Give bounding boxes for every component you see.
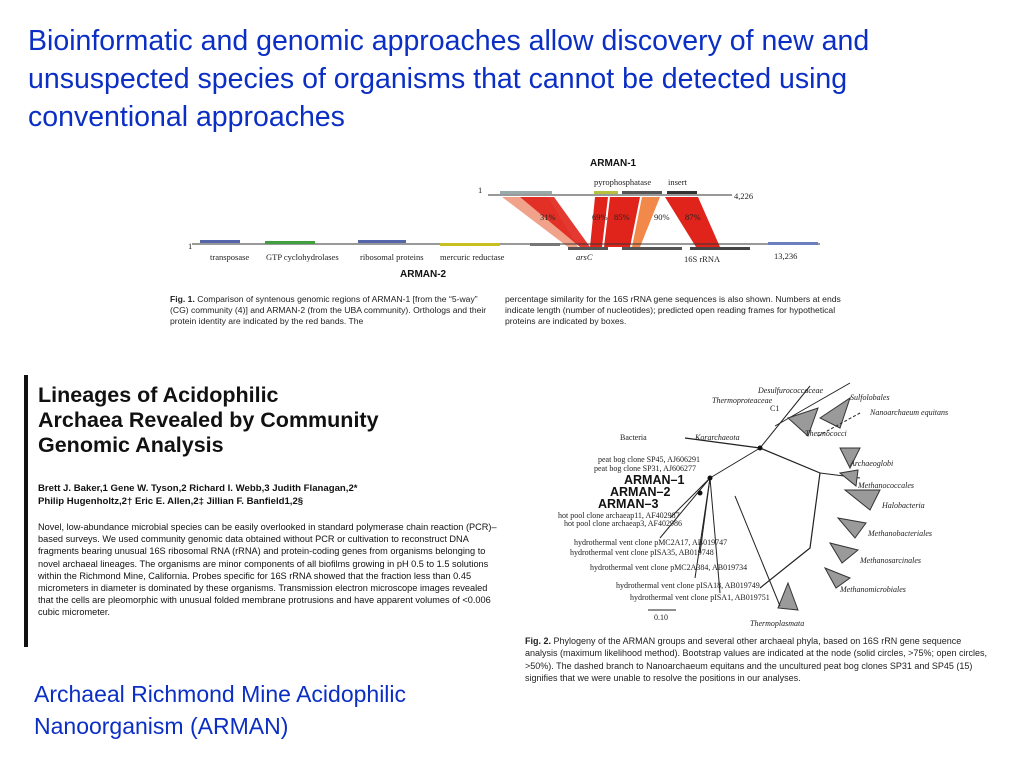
phylogenetic-tree bbox=[520, 378, 995, 630]
label-arman3: ARMAN–3 bbox=[598, 497, 659, 511]
arman2-gene-box bbox=[768, 242, 818, 245]
label-archaeoglobi: Archaeoglobi bbox=[850, 459, 894, 468]
label-sulfolobales: Sulfolobales bbox=[850, 393, 890, 402]
pct-85: 85% bbox=[614, 212, 630, 222]
label-arman2: ARMAN–2 bbox=[610, 485, 671, 499]
article-title-line: Archaea Revealed by Community bbox=[38, 407, 379, 432]
arman1-gene-box bbox=[500, 191, 552, 194]
arman1-gene-box bbox=[622, 191, 662, 194]
label-hv-pisa1: hydrothermal vent clone pISA1, AB019751 bbox=[630, 593, 770, 602]
label-halobacteria: Halobacteria bbox=[882, 501, 925, 510]
insert-label: insert bbox=[668, 177, 687, 187]
gene-gtp: GTP cyclohydrolases bbox=[266, 252, 339, 262]
clade-wedge bbox=[840, 470, 858, 486]
label-nanoarchaeum: Nanoarchaeum equitans bbox=[870, 408, 949, 417]
arman2-end-label: 13,236 bbox=[774, 251, 798, 261]
article-abstract: Novel, low-abundance microbial species can be easily overlooked in standard polymerase chain reaction (PCR)–based surveys. We used community genomic data obtained without PCR or cultivation to reconstruct DNA fragments bearing unusual 16S ribosomal RNA (rRNA) and protein-coding genes from organisms belonging to novel archaeal lineages. The organisms are minor components of all biofilms growing in pH 0.5 to 1.5 solutions within the Richmond Mine, California. Probes specific for 16S rRNA showed that the fraction less than 0.45 micrometers in diameter is dominated by these organisms. Transmission electron microscope images revealed that the cells are pleomorphic with unusual folded membrane protrusions and have apparent volumes of <0.006 cubic micrometer. bbox=[38, 522, 497, 618]
label-thermoplasmata: Thermoplasmata bbox=[750, 619, 805, 628]
arman2-gene-box bbox=[690, 247, 750, 250]
arman1-end-label: 4,226 bbox=[734, 191, 754, 201]
figure-2-phylogeny bbox=[520, 378, 995, 708]
slide-headline: Bioinformatic and genomic approaches allow discovery of new and unsuspected species of organisms that cannot be detected using conventional approaches bbox=[28, 25, 870, 133]
label-methanomicrobiales: Methanomicrobiales bbox=[840, 585, 906, 594]
scale-label: 0.10 bbox=[654, 613, 668, 622]
gene-ribosomal: ribosomal proteins bbox=[360, 252, 424, 262]
arman2-gene-box bbox=[568, 247, 608, 250]
article-title bbox=[38, 383, 458, 457]
figure-1-caption-text: Comparison of syntenous genomic regions of ARMAN-1 [from the “5-way” (CG) community (4)] and ARMAN-2 (from the UBA community). Orthologs and their protein identity are indicated by the red bands. The bbox=[170, 294, 487, 327]
identity-band bbox=[665, 197, 720, 247]
arman2-gene-box bbox=[440, 243, 500, 246]
arman2-gene-box bbox=[200, 240, 240, 243]
article-authors bbox=[38, 482, 478, 508]
arman1-gene-box bbox=[667, 191, 697, 194]
clade-wedge bbox=[830, 543, 858, 563]
identity-band bbox=[520, 197, 590, 247]
clade-wedge bbox=[845, 490, 880, 510]
bootstrap-node bbox=[698, 491, 703, 496]
pct-90: 90% bbox=[654, 212, 670, 222]
authors-line: Philip Hugenholtz,2† Eric E. Allen,2‡ Jillian F. Banfield1,2§ bbox=[38, 496, 304, 507]
figure-2-caption bbox=[525, 635, 990, 685]
label-thermococci: Thermococci bbox=[805, 429, 847, 438]
clade-wedge bbox=[820, 398, 850, 428]
label-hv-pisa35: hydrothermal vent clone pISA35, AB019748 bbox=[570, 548, 714, 557]
label-methanobacteriales: Methanobacteriales bbox=[868, 529, 932, 538]
bootstrap-node bbox=[758, 446, 763, 451]
gene-16s: 16S rRNA bbox=[684, 254, 721, 264]
label-c1: C1 bbox=[770, 404, 780, 413]
label-hv-pmc2a17: hydrothermal vent clone pMC2A17, AB019747 bbox=[574, 538, 728, 547]
gene-mercuric: mercuric reductase bbox=[440, 252, 505, 262]
label-peat-sp31: peat bog clone SP31, AJ606277 bbox=[594, 464, 696, 473]
pct-69: 69% bbox=[592, 212, 608, 222]
label-thermoproteaceae: Thermoproteaceae bbox=[712, 396, 773, 405]
arman2-start-label: 1 bbox=[188, 241, 193, 251]
arman1-start-label: 1 bbox=[478, 185, 483, 195]
clade-wedge bbox=[838, 518, 866, 538]
label-hotpool-11: hot pool clone archaeap11, AF402987 bbox=[558, 511, 680, 520]
label-hv-pisa18: hydrothermal vent clone pISA18, AB019749 bbox=[616, 581, 760, 590]
label-bacteria: Bacteria bbox=[620, 433, 647, 442]
clade-wedge bbox=[778, 583, 798, 610]
gene-arsc: arsC bbox=[576, 252, 593, 262]
label-arman1: ARMAN–1 bbox=[624, 473, 685, 487]
arman1-gene-box bbox=[594, 191, 618, 194]
arman-caption: Archaeal Richmond Mine Acidophilic Nanoorganism (ARMAN) bbox=[34, 681, 407, 739]
arman2-gene-box bbox=[622, 247, 682, 250]
article-title-line: Genomic Analysis bbox=[38, 432, 224, 457]
bootstrap-node bbox=[708, 476, 713, 481]
figure-1-caption-left bbox=[170, 294, 492, 328]
arman1-label: ARMAN-1 bbox=[590, 158, 637, 169]
tree-branch bbox=[710, 448, 760, 478]
authors-line: Brett J. Baker,1 Gene W. Tyson,2 Richard I. Webb,3 Judith Flanagan,2* bbox=[38, 483, 358, 494]
label-hv-pmc2a384: hydrothermal vent clone pMC2A384, AB019734 bbox=[590, 563, 748, 572]
label-methanosarcinales: Methanosarcinales bbox=[860, 556, 922, 565]
figure-1-caption-right: percentage similarity for the 16S rRNA gene sequences is also shown. Numbers at ends indicate length (number of nucleotides); predicted open reading frames for hypothetical proteins are indicated by boxes. bbox=[505, 294, 841, 327]
article-title-line: Lineages of Acidophilic bbox=[38, 383, 279, 407]
arman2-label: ARMAN-2 bbox=[400, 269, 447, 280]
label-methanococcales: Methanococcales bbox=[858, 481, 914, 490]
label-peat-sp45: peat bog clone SP45, AJ606291 bbox=[598, 455, 700, 464]
arman2-gene-box bbox=[265, 241, 315, 244]
pct-31: 31% bbox=[540, 212, 556, 222]
gene-transposase: transposase bbox=[210, 252, 250, 262]
pct-87: 87% bbox=[685, 212, 701, 222]
tree-branch bbox=[710, 478, 720, 593]
figure-1-genome-comparison bbox=[170, 155, 850, 341]
figure-2-label: Fig. 2. bbox=[525, 636, 552, 646]
arman2-gene-box bbox=[358, 240, 406, 243]
label-desulfurococcaceae: Desulfurococcaceae bbox=[758, 386, 824, 395]
pyrophosphatase-label: pyrophosphatase bbox=[594, 177, 652, 187]
label-korarchaeota: Korarchaeota bbox=[695, 433, 740, 442]
figure-1-label: Fig. 1. bbox=[170, 294, 195, 304]
label-hotpool-3: hot pool clone archaeap3, AF402986 bbox=[564, 519, 682, 528]
arman2-gene-box bbox=[530, 243, 560, 246]
article-excerpt bbox=[24, 375, 506, 647]
figure-2-caption-text: Phylogeny of the ARMAN groups and several other archaeal phyla, based on 16S rRN gene sequence analysis (maximum likelihood method). Bootstrap values are indicated at the node (solid circles, >75%; open circles, >50%). The dashed branch to Nanoarchaeum equitans and the uncultured peat bog clones SP31 and SP45 (15) signifies that we were unable to resolve the positions in our analyses. bbox=[525, 636, 987, 684]
